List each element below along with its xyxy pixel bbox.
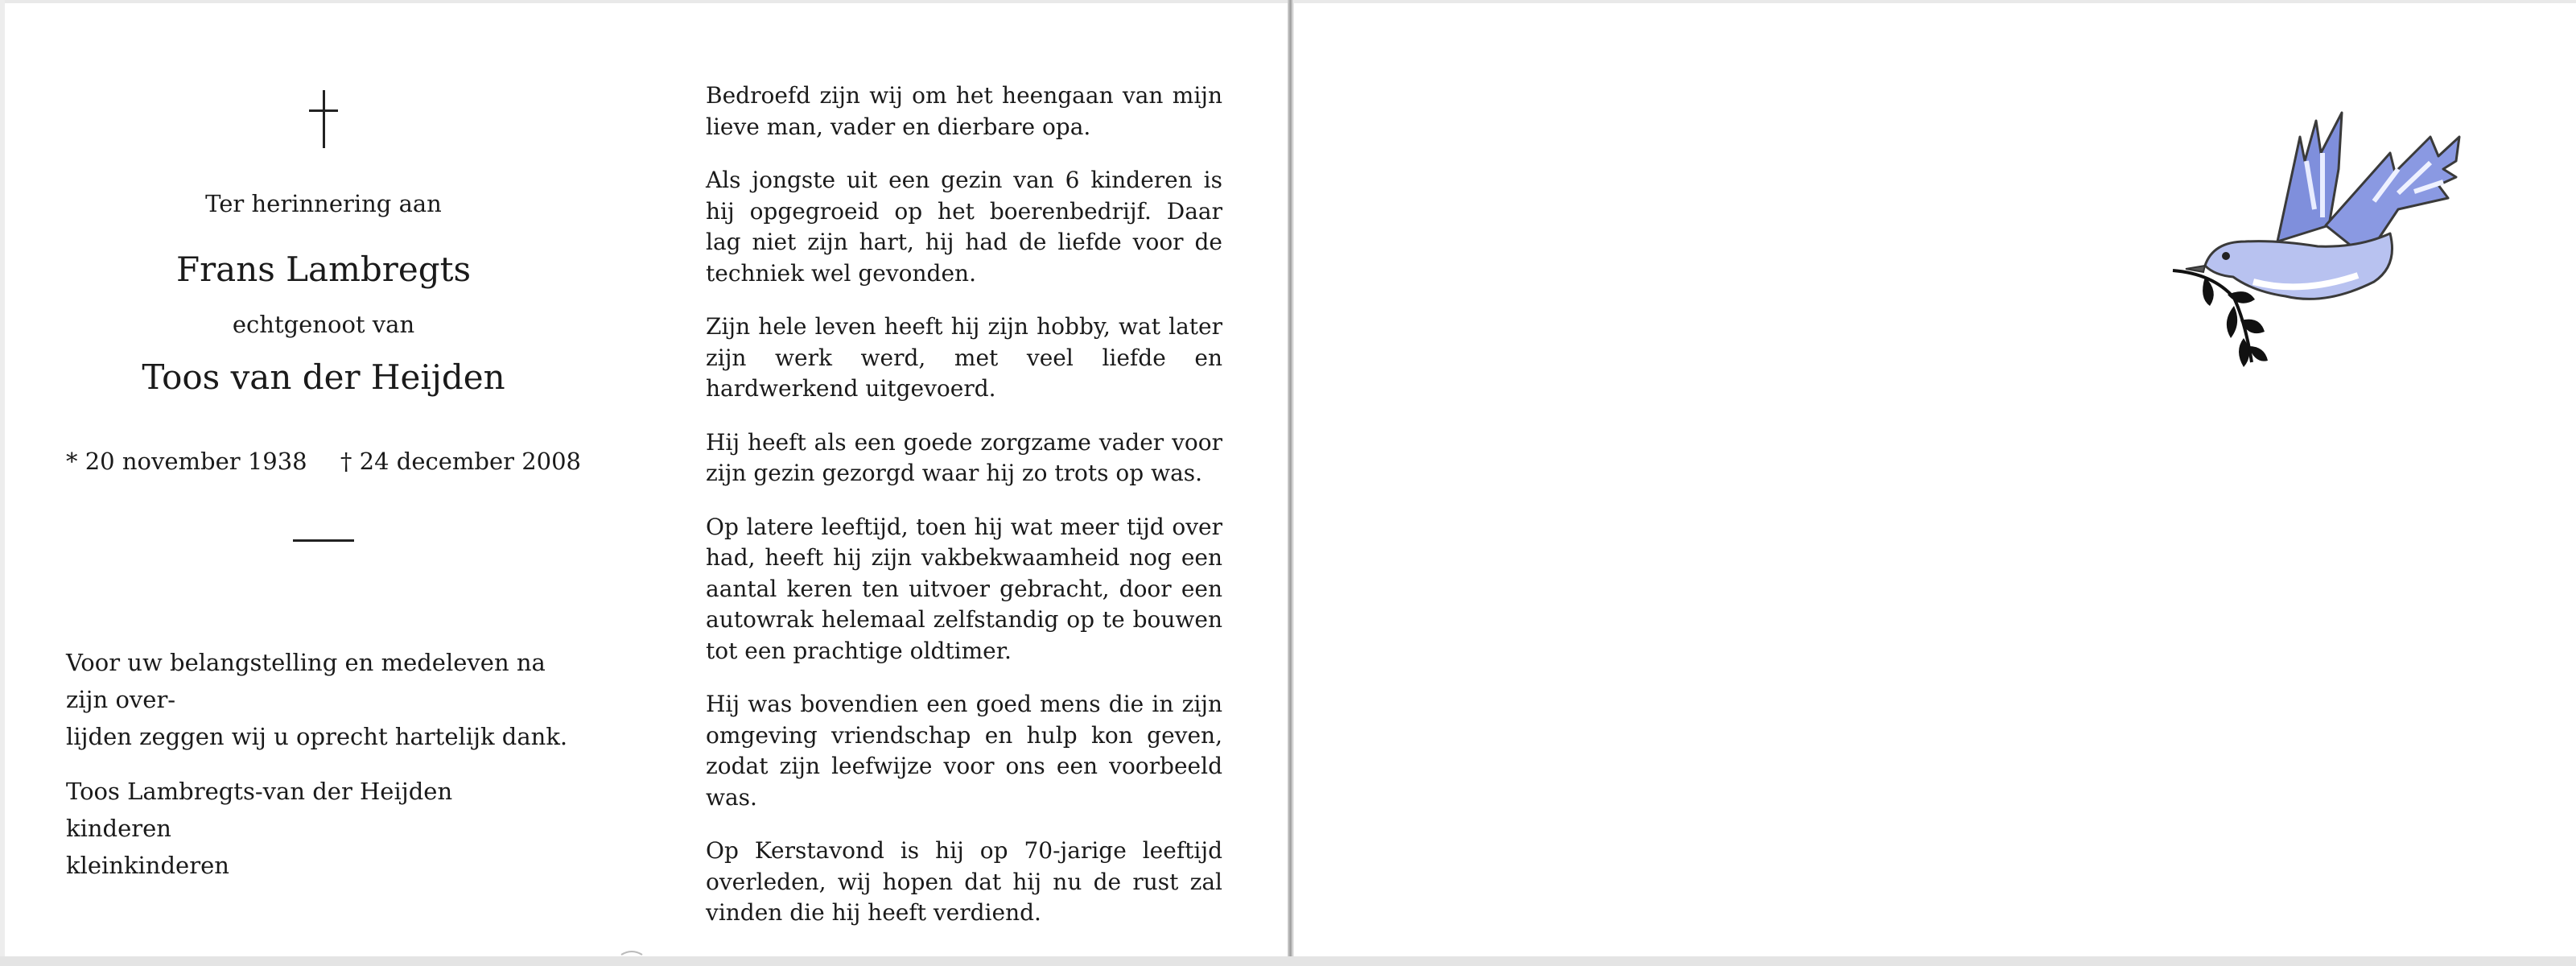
family-member-line: kleinkinderen [66,852,229,879]
scan-mark [620,947,644,956]
biography-paragraph: Op Kerstavond is hij op 70-jarige leeftijd overleden, wij hopen dat hij nu de rust zal vinden die hij heeft verdiend. [706,837,1222,926]
biography-paragraph: Zijn hele leven heeft hij zijn hobby, wat later zijn werk werd, met veel liefde en hardwerkend uitgevoerd. [706,313,1222,402]
intro-text: Ter herinnering aan [205,190,442,217]
thank-you-note [66,644,589,755]
cross-icon [309,90,338,148]
thank-you-line: Voor uw belangstelling en medeleven na zijn over- [66,649,546,713]
biography-column [706,80,1222,952]
death-date: † 24 december 2008 [340,448,581,475]
biography-paragraph: Bedroefd zijn wij om het heengaan van mijn lieve man, vader en dierbare opa. [706,82,1222,140]
family-member-line: Toos Lambregts-van der Heijden [66,778,453,805]
birth-date: * 20 november 1938 [66,448,307,475]
family-member-line: kinderen [66,815,171,842]
family-signature [66,773,589,884]
deceased-name: Frans Lambregts [175,250,472,289]
card-fold [1288,0,1294,966]
scan-edge-bottom [0,956,2576,966]
memorial-card-inner-spread [0,0,1288,956]
biography-paragraph: Als jongste uit een gezin van 6 kinderen is hij opgegroeid op het boerenbedrijf. Daar lag niet zijn hart, hij had de liefde voor de techniek wel gevonden. [706,167,1222,287]
biography-paragraph: Op latere leeftijd, toen hij wat meer tijd over had, heeft hij zijn vakbekwaamheid nog een aantal keren ten uitvoer gebracht, door een autowrak helemaal zelfstandig op te bouwen tot een prachtige oldtimer. [706,513,1222,664]
divider-rule [293,539,354,542]
dove-with-olive-branch-icon [2157,105,2463,386]
spouse-label: echtgenoot van [232,311,415,338]
spouse-name: Toos van der Heijden [142,357,505,397]
thank-you-line: lijden zeggen wij u oprecht hartelijk dank. [66,723,568,750]
biography-paragraph: Hij was bovendien een goed mens die in zijn omgeving vriendschap en hulp kon geven, zodat zijn leefwijze voor ons een voorbeeld was. [706,691,1222,811]
biography-paragraph: Hij heeft als een goede zorgzame vader voor zijn gezin gezorgd waar hij zo trots op was. [706,428,1222,486]
